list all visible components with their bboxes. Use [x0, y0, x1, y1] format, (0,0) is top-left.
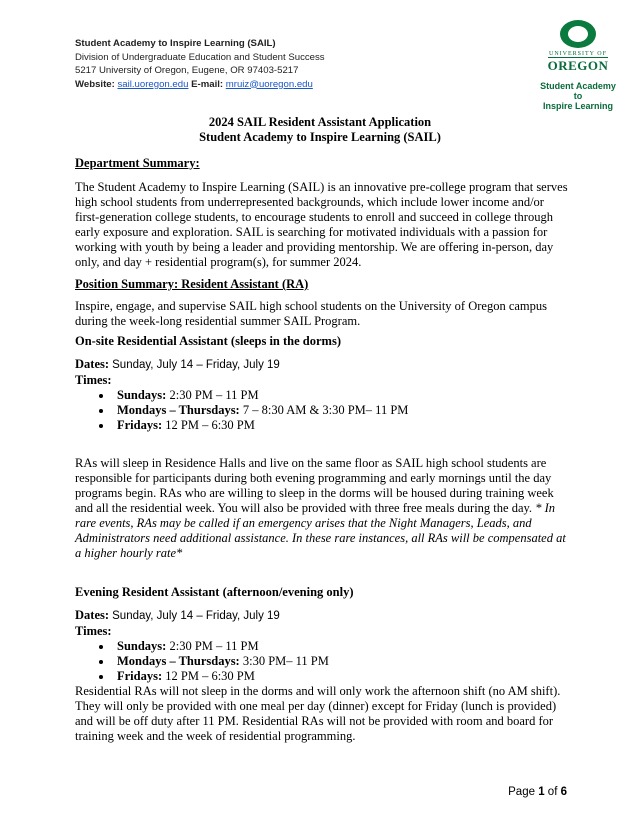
department-heading: Department Summary: [75, 156, 200, 170]
time-hours: 12 PM – 6:30 PM [165, 418, 255, 432]
document-title [0, 115, 640, 145]
time-hours: 7 – 8:30 AM & 3:30 PM– 11 PM [242, 403, 409, 417]
onsite-dates-value: Sunday, July 14 – Friday, July 19 [112, 359, 280, 371]
time-hours: 3:30 PM– 11 PM [242, 654, 329, 668]
title-line2: Student Academy to Inspire Learning (SAIL) [199, 130, 441, 144]
evening-dates [75, 608, 570, 624]
logo-tagline-line1: Student Academy to [540, 81, 616, 101]
time-day: Sundays: [117, 639, 167, 653]
evening-section [75, 585, 570, 744]
onsite-heading: On-site Residential Assistant (sleeps in the dorms) [75, 334, 341, 348]
onsite-note: * In rare events, RAs may be called if an emergency arises that the Night Managers, Leads, and Administrators need additional assistance. In these rare instances, all RAs will be compensated at a higher hourly rate* [75, 501, 566, 560]
onsite-section [75, 334, 570, 561]
total-pages: 6 [560, 786, 567, 798]
of-label: of [547, 786, 558, 798]
letterhead [75, 37, 325, 91]
org-name: Student Academy to Inspire Learning (SAIL) [75, 38, 276, 49]
logo-oregon: OREGON [547, 58, 609, 73]
onsite-body-text: RAs will sleep in Residence Halls and live on the same floor as SAIL high school students are responsible for participants during both evening programming and early mornings until the day programs begin. RAs who are willing to sleep in the dorms will be housed during training week and all the residential week. You will also be provided with three free meals during the day. [75, 456, 554, 515]
time-day: Fridays: [117, 418, 163, 432]
time-day: Sundays: [117, 388, 167, 402]
position-summary [75, 277, 570, 329]
current-page: 1 [538, 786, 545, 798]
evening-body: Residential RAs will not sleep in the dorms and will only work the afternoon shift (no AM shift). They will only be provided with one meal per day (dinner) except for Friday (lunch is provided) and will be off duty after 11 PM. Residential RAs will not be provided with room and board for training week and the week of residential programming. [75, 684, 561, 743]
list-item [113, 403, 570, 418]
evening-dates-label: Dates: [75, 608, 110, 622]
website-link[interactable]: sail.uoregon.edu [117, 78, 189, 90]
time-hours: 2:30 PM – 11 PM [169, 639, 259, 653]
email-label: E-mail: [191, 78, 224, 90]
evening-times-label: Times: [75, 624, 112, 638]
division: Division of Undergraduate Education and Student Success [75, 51, 325, 63]
logo-university: UNIVERSITY OF [549, 51, 607, 57]
list-item [113, 639, 570, 654]
time-hours: 12 PM – 6:30 PM [165, 669, 255, 683]
list-item [113, 418, 570, 433]
logo-tagline-line2: Inspire Learning [542, 101, 613, 111]
uo-sail-logo [538, 18, 618, 111]
o-logo-icon [558, 18, 598, 50]
onsite-times-label: Times: [75, 373, 112, 387]
onsite-times-list [75, 388, 570, 433]
list-item [113, 654, 570, 669]
evening-dates-value: Sunday, July 14 – Friday, July 19 [112, 610, 280, 622]
time-day: Mondays – Thursdays: [117, 403, 240, 417]
time-day: Mondays – Thursdays: [117, 654, 240, 668]
onsite-dates-label: Dates: [75, 357, 110, 371]
evening-heading: Evening Resident Assistant (afternoon/evening only) [75, 585, 354, 599]
position-body: Inspire, engage, and supervise SAIL high school students on the University of Oregon campus during the week-long residential summer SAIL Program. [75, 299, 548, 328]
onsite-body [75, 456, 570, 561]
address: 5217 University of Oregon, Eugene, OR 97403-5217 [75, 65, 299, 76]
website-label: Website: [75, 78, 115, 90]
logo-tagline [538, 81, 618, 111]
list-item [113, 669, 570, 684]
department-body: The Student Academy to Inspire Learning (SAIL) is an innovative pre-college program that serves high school students from underrepresented backgrounds, which include lower income and/or first-generation college students, to encourage students to enroll and succeed in college through early exposure and exploration. SAIL is searching for motivated individuals with a passion for working with youth by being a leader and providing mentorship. We are offering in-person, day only, and day + residential program(s), for summer 2024. [75, 180, 568, 269]
page-label: Page [508, 786, 535, 798]
onsite-dates [75, 357, 570, 373]
email-link[interactable]: mruiz@uoregon.edu [225, 78, 313, 90]
department-summary [75, 156, 570, 270]
time-hours: 2:30 PM – 11 PM [169, 388, 259, 402]
page-number [508, 786, 567, 798]
list-item [113, 388, 570, 403]
position-heading: Position Summary: Resident Assistant (RA) [75, 277, 309, 291]
evening-times-list [75, 639, 570, 684]
title-line1: 2024 SAIL Resident Assistant Application [208, 115, 432, 129]
time-day: Fridays: [117, 669, 163, 683]
